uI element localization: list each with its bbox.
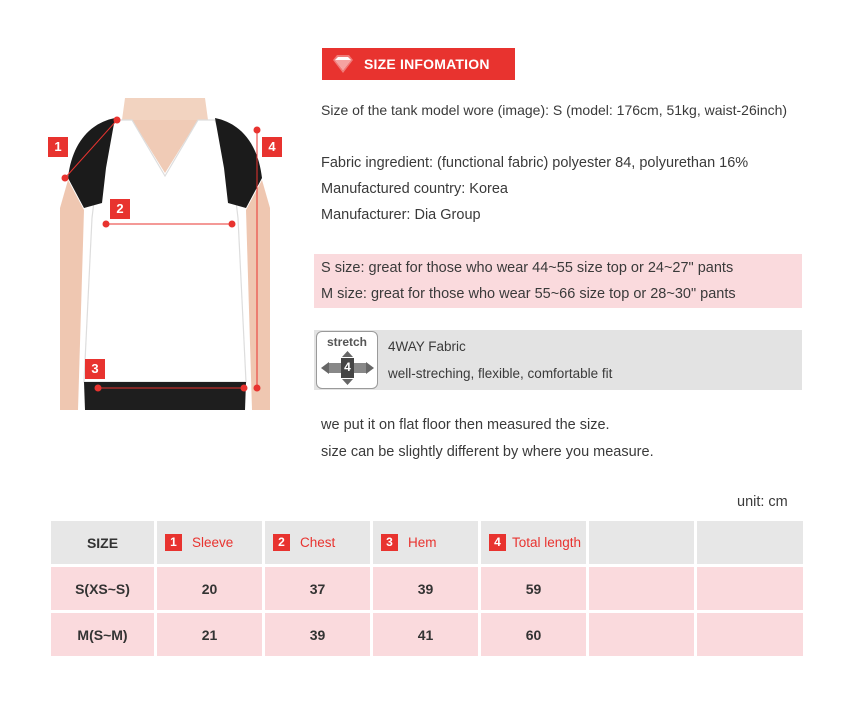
fabric-desc: well-streching, flexible, comfortable fit [388,366,613,381]
cell-empty [697,567,803,610]
header-chest-num: 2 [273,534,290,551]
cell-hem: 41 [373,613,478,656]
header-hem [373,521,478,564]
header-sleeve-label: Sleeve [192,535,234,550]
header-hem-num: 3 [381,534,398,551]
diamond-icon [332,54,354,74]
manufacturer: Manufacturer: Dia Group [321,207,481,223]
marker-chest: 2 [110,199,130,219]
row-size: M(S~M) [51,613,154,656]
header-sleeve-num: 1 [165,534,182,551]
fabric-title: 4WAY Fabric [388,339,466,354]
header-total-length-num: 4 [489,534,506,551]
s-size-note: S size: great for those who wear 44~55 size top or 24~27" pants [321,260,734,276]
size-table [48,518,806,659]
measure-note-1: we put it on flat floor then measured the size. [321,417,610,433]
marker-hem: 3 [85,359,105,379]
table-row [51,613,803,656]
fabric-ingredient: Fabric ingredient: (functional fabric) polyester 84, polyurethan 16% [321,155,749,171]
cell-total-length: 59 [481,567,586,610]
cell-empty [697,613,803,656]
header-chest-label: Chest [300,535,336,550]
manufactured-country: Manufactured country: Korea [321,181,508,197]
row-size: S(XS~S) [51,567,154,610]
cell-sleeve: 20 [157,567,262,610]
stretch-icon-number: 4 [344,360,351,374]
measure-note-2: size can be slightly different by where you measure. [321,444,654,460]
table-header-row [51,521,803,564]
header-chest [265,521,370,564]
model-info: Size of the tank model wore (image): S (model: 176cm, 51kg, waist-26inch) [321,102,788,118]
cell-hem: 39 [373,567,478,610]
cell-chest: 39 [265,613,370,656]
stretch-icon-label: stretch [326,335,367,349]
section-header [322,48,515,80]
table-row [51,567,803,610]
section-title: SIZE INFOMATION [364,56,490,72]
header-empty-2 [697,521,803,564]
header-empty-1 [589,521,694,564]
marker-total-length: 4 [262,137,282,157]
header-hem-label: Hem [408,535,437,550]
header-total-length [481,521,586,564]
header-sleeve [157,521,262,564]
cell-total-length: 60 [481,613,586,656]
size-header: SIZE [51,521,154,564]
cell-chest: 37 [265,567,370,610]
unit-label: unit: cm [737,494,788,510]
cell-empty [589,613,694,656]
stretch-icon [316,331,378,389]
marker-sleeve: 1 [48,137,68,157]
m-size-note: M size: great for those who wear 55~66 size top or 28~30" pants [321,286,736,302]
cell-sleeve: 21 [157,613,262,656]
cell-empty [589,567,694,610]
header-total-length-label: Total length [512,535,582,550]
